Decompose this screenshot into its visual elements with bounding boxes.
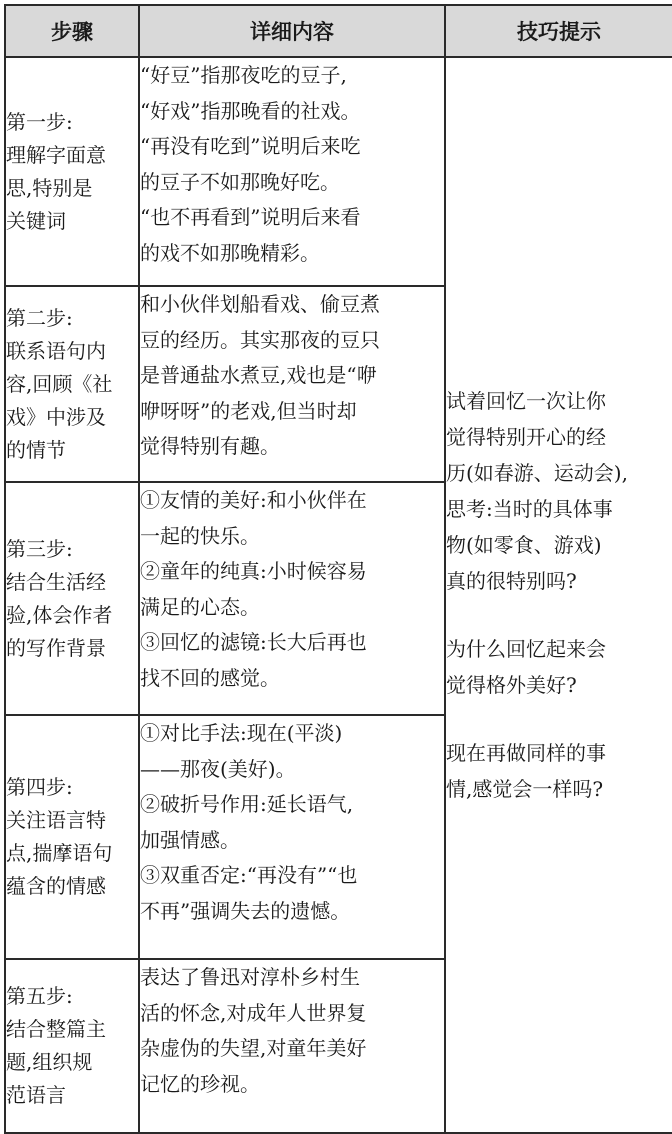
steps-table xyxy=(4,4,672,1134)
detail-line: 一起的快乐。 xyxy=(140,523,260,548)
step-desc-line: 题,组织规 xyxy=(6,1050,93,1074)
tip-line: 为什么回忆起来会 xyxy=(446,637,606,661)
step-cell xyxy=(5,715,139,959)
header-detail: 详细内容 xyxy=(139,5,445,57)
detail-line: ——那夜(美好)。 xyxy=(140,756,296,781)
detail-line: ③双重否定:“再没有”“也 xyxy=(140,863,358,887)
step-desc-line: 范语言 xyxy=(6,1083,66,1107)
step-desc-line: 蕴含的情感 xyxy=(6,874,106,898)
detail-line: 找不回的感觉。 xyxy=(140,665,280,690)
step-desc-line: 戏》中涉及 xyxy=(6,404,106,429)
tip-spacer xyxy=(446,599,672,631)
step-desc-line: 容,回顾《社 xyxy=(6,371,113,396)
detail-line: 是普通盐水煮豆,戏也是“咿 xyxy=(140,363,377,387)
step-desc-line: 理解字面意 xyxy=(6,142,106,167)
tip-line: 试着回忆一次让你 xyxy=(446,389,606,413)
tip-line: 物(如零食、游戏) xyxy=(446,533,602,557)
detail-line: 活的怀念,对成年人世界复 xyxy=(140,1000,367,1025)
detail-line: “好豆”指那夜吃的豆子, xyxy=(140,63,347,87)
step-cell xyxy=(5,57,139,286)
detail-line: 的豆子不如那晚好吃。 xyxy=(140,169,340,194)
detail-line: 和小伙伴划船看戏、偷豆煮 xyxy=(140,292,380,316)
detail-line: ②破折号作用:延长语气, xyxy=(140,792,354,816)
step-desc-line: 的写作背景 xyxy=(6,635,106,660)
detail-cell xyxy=(139,57,445,286)
detail-line: 咿呀呀”的老戏,但当时却 xyxy=(140,398,357,423)
detail-line: “再没有吃到”说明后来吃 xyxy=(140,134,361,158)
detail-line: ①友情的美好:和小伙伴在 xyxy=(140,488,367,512)
step-title: 第一步: xyxy=(6,109,73,134)
step-cell xyxy=(5,286,139,482)
step-desc-line: 联系语句内 xyxy=(6,338,106,363)
tip-group xyxy=(446,383,672,599)
header-step: 步骤 xyxy=(5,5,139,57)
detail-line: 加强情感。 xyxy=(140,827,240,852)
tip-group xyxy=(446,735,672,807)
tip-line: 思考:当时的具体事 xyxy=(446,497,613,521)
detail-line: “好戏”指那晚看的社戏。 xyxy=(140,98,361,123)
tip-group xyxy=(446,631,672,703)
detail-line: ①对比手法:现在(平淡) xyxy=(140,721,343,745)
tip-line: 真的很特别吗? xyxy=(446,569,577,593)
tip-spacer xyxy=(446,703,672,735)
step-desc-line: 思,特别是 xyxy=(6,175,93,200)
step-desc-line: 点,揣摩语句 xyxy=(6,841,113,865)
tip-line: 历(如春游、运动会), xyxy=(446,461,628,485)
step-cell xyxy=(5,482,139,715)
detail-line: 表达了鲁迅对淳朴乡村生 xyxy=(140,965,360,989)
step-cell xyxy=(5,959,139,1133)
header-row xyxy=(5,5,672,57)
step-desc-line: 的情节 xyxy=(6,437,66,462)
step-title: 第二步: xyxy=(6,305,73,330)
step-desc-line: 验,体会作者 xyxy=(6,602,113,627)
tips-cell xyxy=(445,57,672,1133)
step-desc-line: 关注语言特 xyxy=(6,808,106,832)
detail-line: ③回忆的滤镜:长大后再也 xyxy=(140,630,367,654)
detail-line: ②童年的纯真:小时候容易 xyxy=(140,559,367,583)
tip-line: 觉得格外美好? xyxy=(446,673,577,697)
table-row xyxy=(5,57,672,286)
step-desc-line: 关键词 xyxy=(6,208,66,233)
detail-cell xyxy=(139,286,445,482)
detail-line: 满足的心态。 xyxy=(140,594,260,619)
detail-line: 觉得特别有趣。 xyxy=(140,434,280,458)
tip-line: 觉得特别开心的经 xyxy=(446,425,606,449)
step-title: 第三步: xyxy=(6,536,73,561)
tip-line: 情,感觉会一样吗? xyxy=(446,777,604,801)
header-tips: 技巧提示 xyxy=(445,5,672,57)
detail-cell xyxy=(139,959,445,1133)
step-title: 第四步: xyxy=(6,775,73,799)
step-desc-line: 结合整篇主 xyxy=(6,1017,106,1041)
detail-line: 豆的经历。其实那夜的豆只 xyxy=(140,327,380,352)
detail-line: “也不再看到”说明后来看 xyxy=(140,205,361,229)
step-desc-line: 结合生活经 xyxy=(6,569,106,594)
step-title: 第五步: xyxy=(6,984,73,1008)
detail-cell xyxy=(139,482,445,715)
detail-line: 不再”强调失去的遗憾。 xyxy=(140,898,351,923)
tip-line: 现在再做同样的事 xyxy=(446,741,606,765)
detail-line: 杂虚伪的失望,对童年美好 xyxy=(140,1036,367,1060)
detail-line: 记忆的珍视。 xyxy=(140,1071,260,1096)
detail-cell xyxy=(139,715,445,959)
detail-line: 的戏不如那晚精彩。 xyxy=(140,240,320,265)
